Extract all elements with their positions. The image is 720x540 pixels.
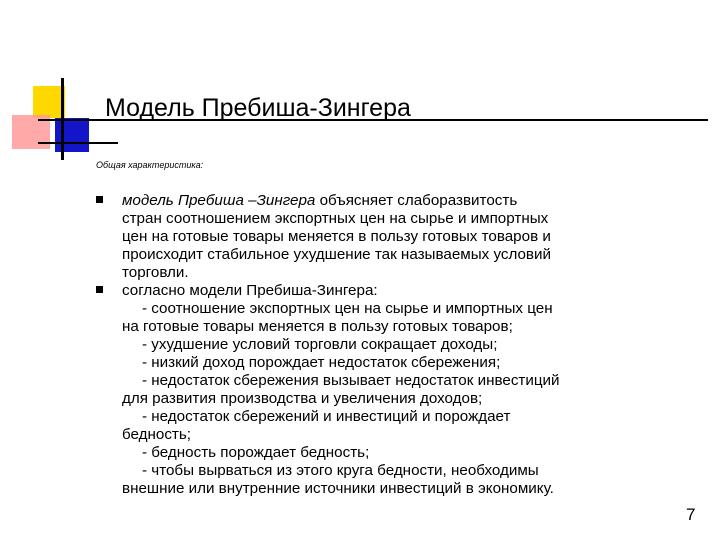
bullet-item-2	[96, 282, 656, 498]
bullet-2-line: бедность;	[122, 426, 192, 443]
bullet-1-line: происходит стабильное ухудшение так называемых условий	[122, 246, 551, 263]
bullet-2-line: согласно модели Пребиша-Зингера:	[122, 282, 378, 299]
bullet-2-line: внешние или внутренние источники инвестиций в экономику.	[122, 480, 554, 497]
bullet-1-line: стран соотношением экспортных цен на сырье и импортных	[122, 210, 549, 227]
slide-subtitle: Общая характеристика:	[96, 160, 204, 170]
decor-short-line	[38, 142, 118, 144]
bullet-square-icon	[96, 286, 104, 294]
bullet-item-1	[96, 192, 656, 282]
bullet-2-line: на готовые товары меняется в пользу готовых товаров;	[122, 318, 513, 335]
bullet-1-line: цен на готовые товары меняется в пользу готовых товаров и	[122, 228, 551, 245]
bullet-2-line: - ухудшение условий торговли сокращает доходы;	[142, 336, 498, 353]
bullet-2-line: - низкий доход порождает недостаток сбережения;	[142, 354, 501, 371]
bullet-2-line: - чтобы вырваться из этого круга бедности, необходимы	[142, 462, 539, 479]
bullet-2-line: - соотношение экспортных цен на сырье и импортных цен	[142, 300, 553, 317]
slide-body	[96, 192, 656, 498]
slide-title: Модель Пребиша-Зингера	[105, 94, 411, 122]
bullet-1-text: объясняет слаборазвитость	[315, 192, 518, 209]
bullet-2-line: для развития производства и увеличения доходов;	[122, 390, 483, 407]
bullet-1-line-1	[122, 192, 656, 210]
bullet-1-emphasis: модель Пребиша –Зингера	[122, 192, 316, 209]
bullet-2-line: - недостаток сбережения вызывает недостаток инвестиций	[142, 372, 560, 389]
bullet-2-line: - бедность порождает бедность;	[142, 444, 370, 461]
bullet-2-line: - недостаток сбережений и инвестиций и порождает	[142, 408, 511, 425]
bullet-1-line: торговли.	[122, 264, 189, 281]
page-number: 7	[686, 505, 696, 524]
bullet-square-icon	[96, 196, 104, 204]
